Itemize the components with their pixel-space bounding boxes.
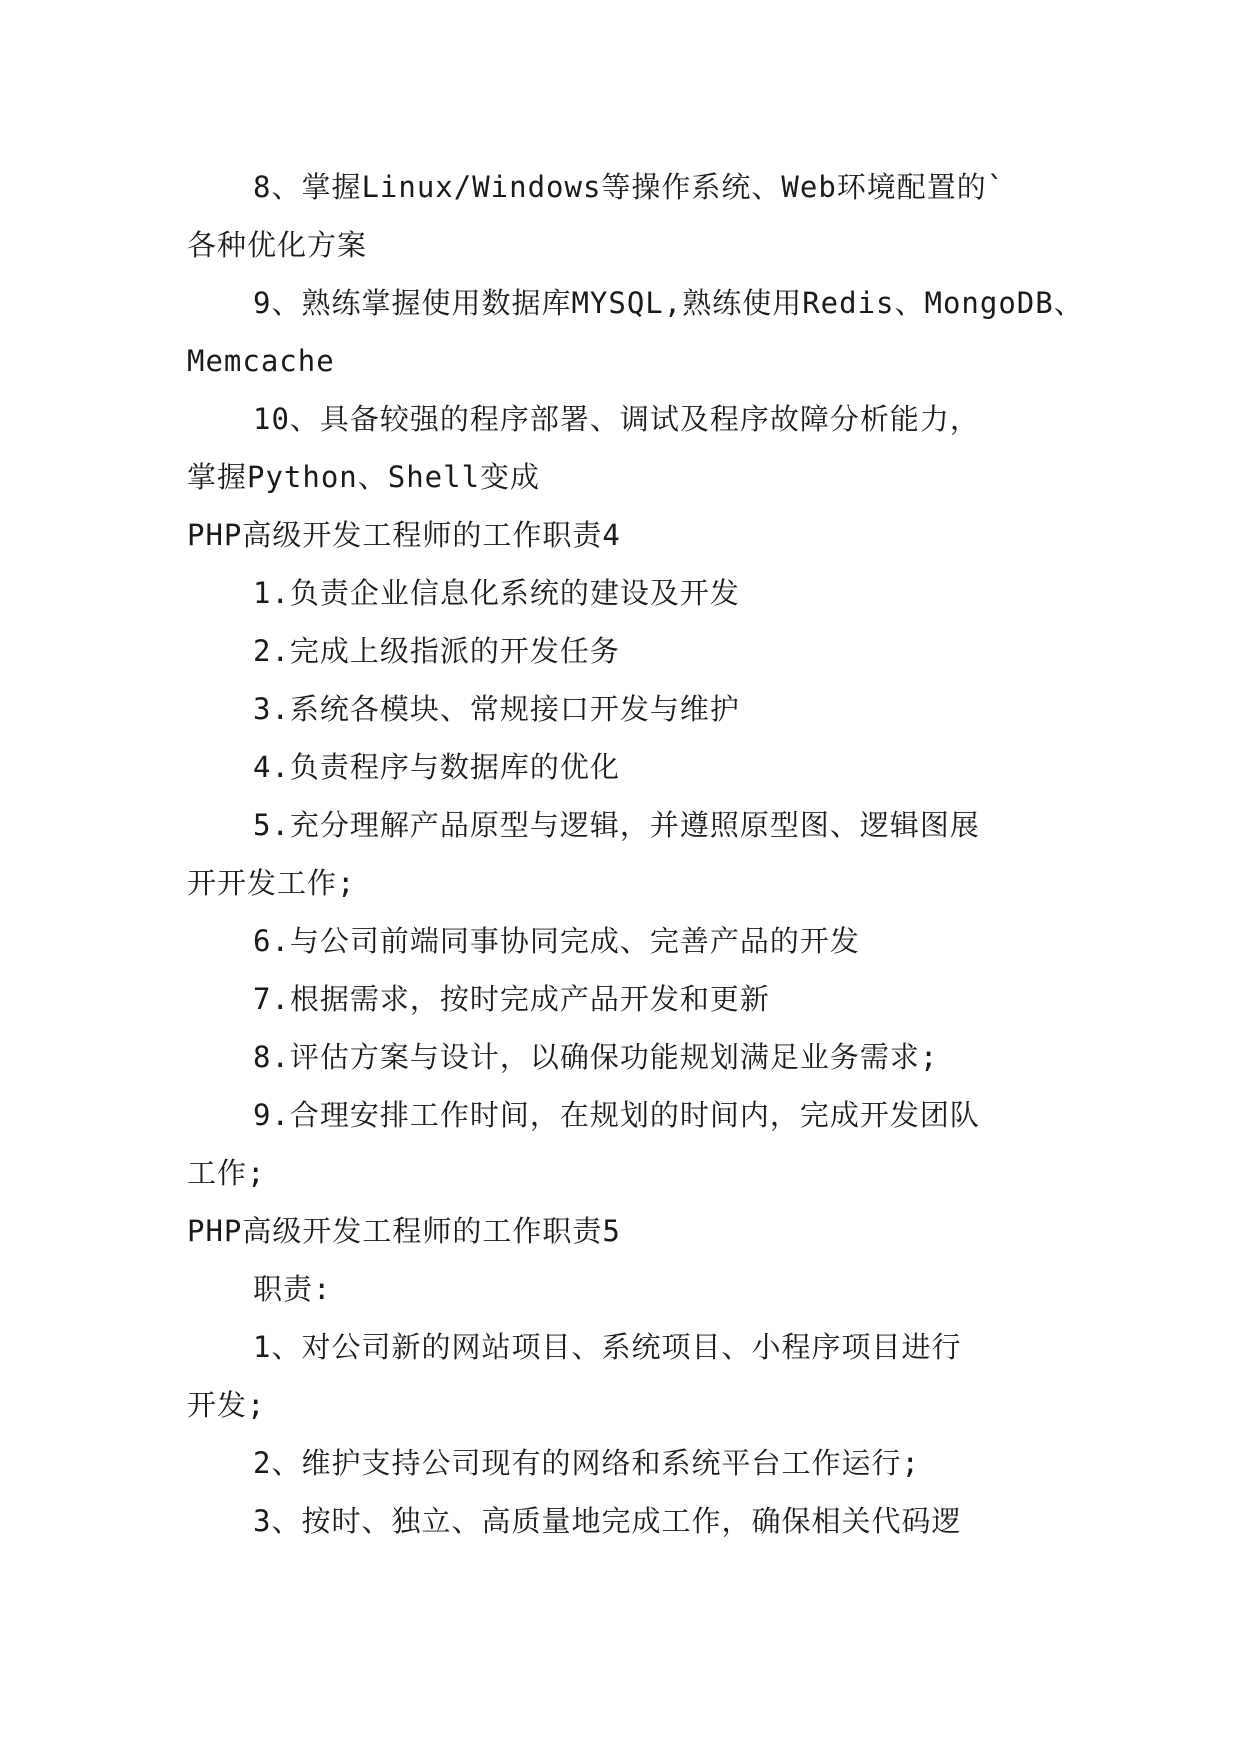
paragraph-line: 掌握Python、Shell变成 <box>187 460 541 494</box>
section-heading: PHP高级开发工程师的工作职责5 <box>187 1214 621 1248</box>
list-item: 1、对公司新的网站项目、系统项目、小程序项目进行 <box>253 1330 962 1364</box>
paragraph-line: 各种优化方案 <box>187 228 368 262</box>
list-item: 2.完成上级指派的开发任务 <box>253 634 620 668</box>
list-item: 4.负责程序与数据库的优化 <box>253 750 620 784</box>
paragraph-line: 8、掌握Linux/Windows等操作系统、Web环境配置的` <box>253 170 1006 204</box>
paragraph-line: 10、具备较强的程序部署、调试及程序故障分析能力， <box>253 402 980 436</box>
list-item-continuation: 工作; <box>187 1156 266 1190</box>
list-item: 9.合理安排工作时间，在规划的时间内，完成开发团队 <box>253 1098 980 1132</box>
list-item: 6.与公司前端同事协同完成、完善产品的开发 <box>253 924 860 958</box>
list-item: 3.系统各模块、常规接口开发与维护 <box>253 692 740 726</box>
subheading: 职责: <box>253 1272 332 1306</box>
list-item: 5.充分理解产品原型与逻辑，并遵照原型图、逻辑图展 <box>253 808 980 842</box>
paragraph-line: 9、熟练掌握使用数据库MYSQL,熟练使用Redis、MongoDB、 <box>253 286 1084 320</box>
document-body <box>187 158 1084 1550</box>
section-heading: PHP高级开发工程师的工作职责4 <box>187 518 621 552</box>
list-item: 1.负责企业信息化系统的建设及开发 <box>253 576 740 610</box>
list-item: 7.根据需求，按时完成产品开发和更新 <box>253 982 770 1016</box>
paragraph-line: Memcache <box>187 344 335 378</box>
list-item: 2、维护支持公司现有的网络和系统平台工作运行; <box>253 1446 920 1480</box>
list-item-continuation: 开开发工作; <box>187 866 356 900</box>
list-item-continuation: 开发; <box>187 1388 266 1422</box>
list-item: 3、按时、独立、高质量地完成工作，确保相关代码逻 <box>253 1504 962 1538</box>
list-item: 8.评估方案与设计，以确保功能规划满足业务需求; <box>253 1040 939 1074</box>
